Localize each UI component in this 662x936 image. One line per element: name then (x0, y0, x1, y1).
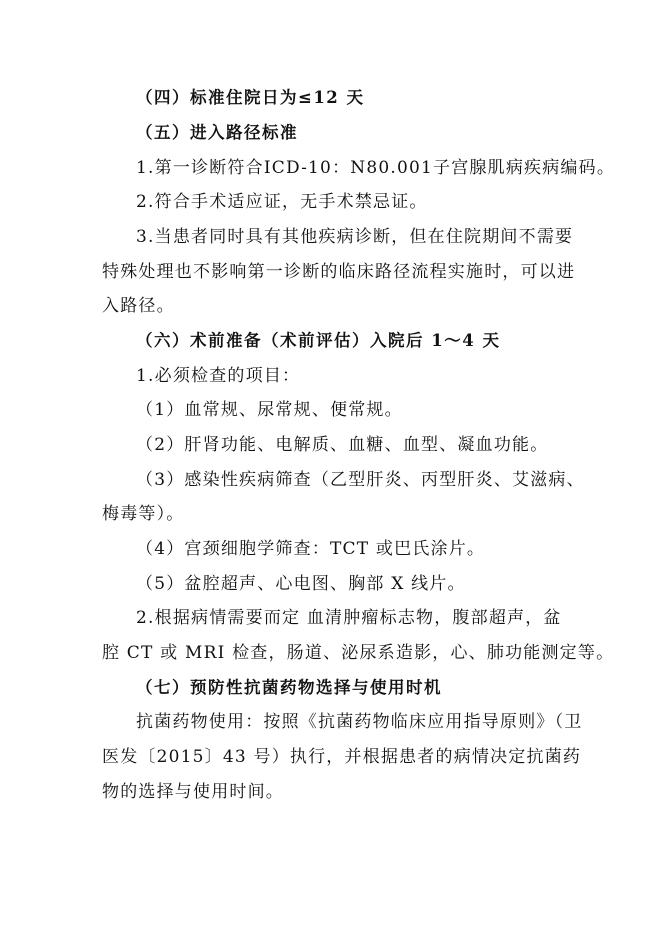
paragraph-line: 1.必须检查的项目： (136, 366, 301, 386)
paragraph-line: 2.符合手术适应证，无手术禁忌证。 (136, 192, 428, 212)
paragraph-line: 2.根据病情需要而定 血清肿瘤标志物，腹部超声，盆 (136, 608, 562, 628)
heading-antibiotics: （七）预防性抗菌药物选择与使用时机 (136, 678, 442, 697)
paragraph-line: （3）感染性疾病筛查（乙型肝炎、丙型肝炎、艾滋病、 (136, 470, 585, 490)
heading-standard-stay: （四）标准住院日为≤12 天 (136, 88, 365, 107)
heading-preop-prep: （六）术前准备（术前评估）入院后 1～4 天 (136, 331, 501, 350)
paragraph-line: 3.当患者同时具有其他疾病诊断，但在住院期间不需要 (136, 227, 574, 247)
paragraph-line: 腔 CT 或 MRI 检查，肠道、泌尿系造影，心、肺功能测定等。 (102, 643, 615, 663)
paragraph-line: 梅毒等）。 (102, 504, 185, 524)
paragraph-line: 特殊处理也不影响第一诊断的临床路径流程实施时，可以进 (102, 262, 576, 282)
paragraph-line: 医发〔2015〕43 号）执行，并根据患者的病情决定抗菌药 (102, 747, 582, 767)
paragraph-line: 抗菌药物使用：按照《抗菌药物临床应用指导原则》（卫 (136, 712, 583, 732)
heading-entry-criteria: （五）进入路径标准 (136, 123, 298, 142)
paragraph-line: 物的选择与使用时间。 (102, 782, 284, 802)
paragraph-line: （4）宫颈细胞学筛查：TCT 或巴氏涂片。 (136, 539, 486, 559)
paragraph-line: 1.第一诊断符合ICD-10：N80.001子宫腺肌病疾病编码。 (136, 158, 616, 178)
paragraph-line: （5）盆腔超声、心电图、胸部 X 线片。 (136, 574, 466, 594)
paragraph-line: （1）血常规、尿常规、便常规。 (136, 400, 403, 420)
paragraph-line: 入路径。 (102, 296, 175, 316)
paragraph-line: （2）肝肾功能、电解质、血糖、血型、凝血功能。 (136, 435, 549, 455)
